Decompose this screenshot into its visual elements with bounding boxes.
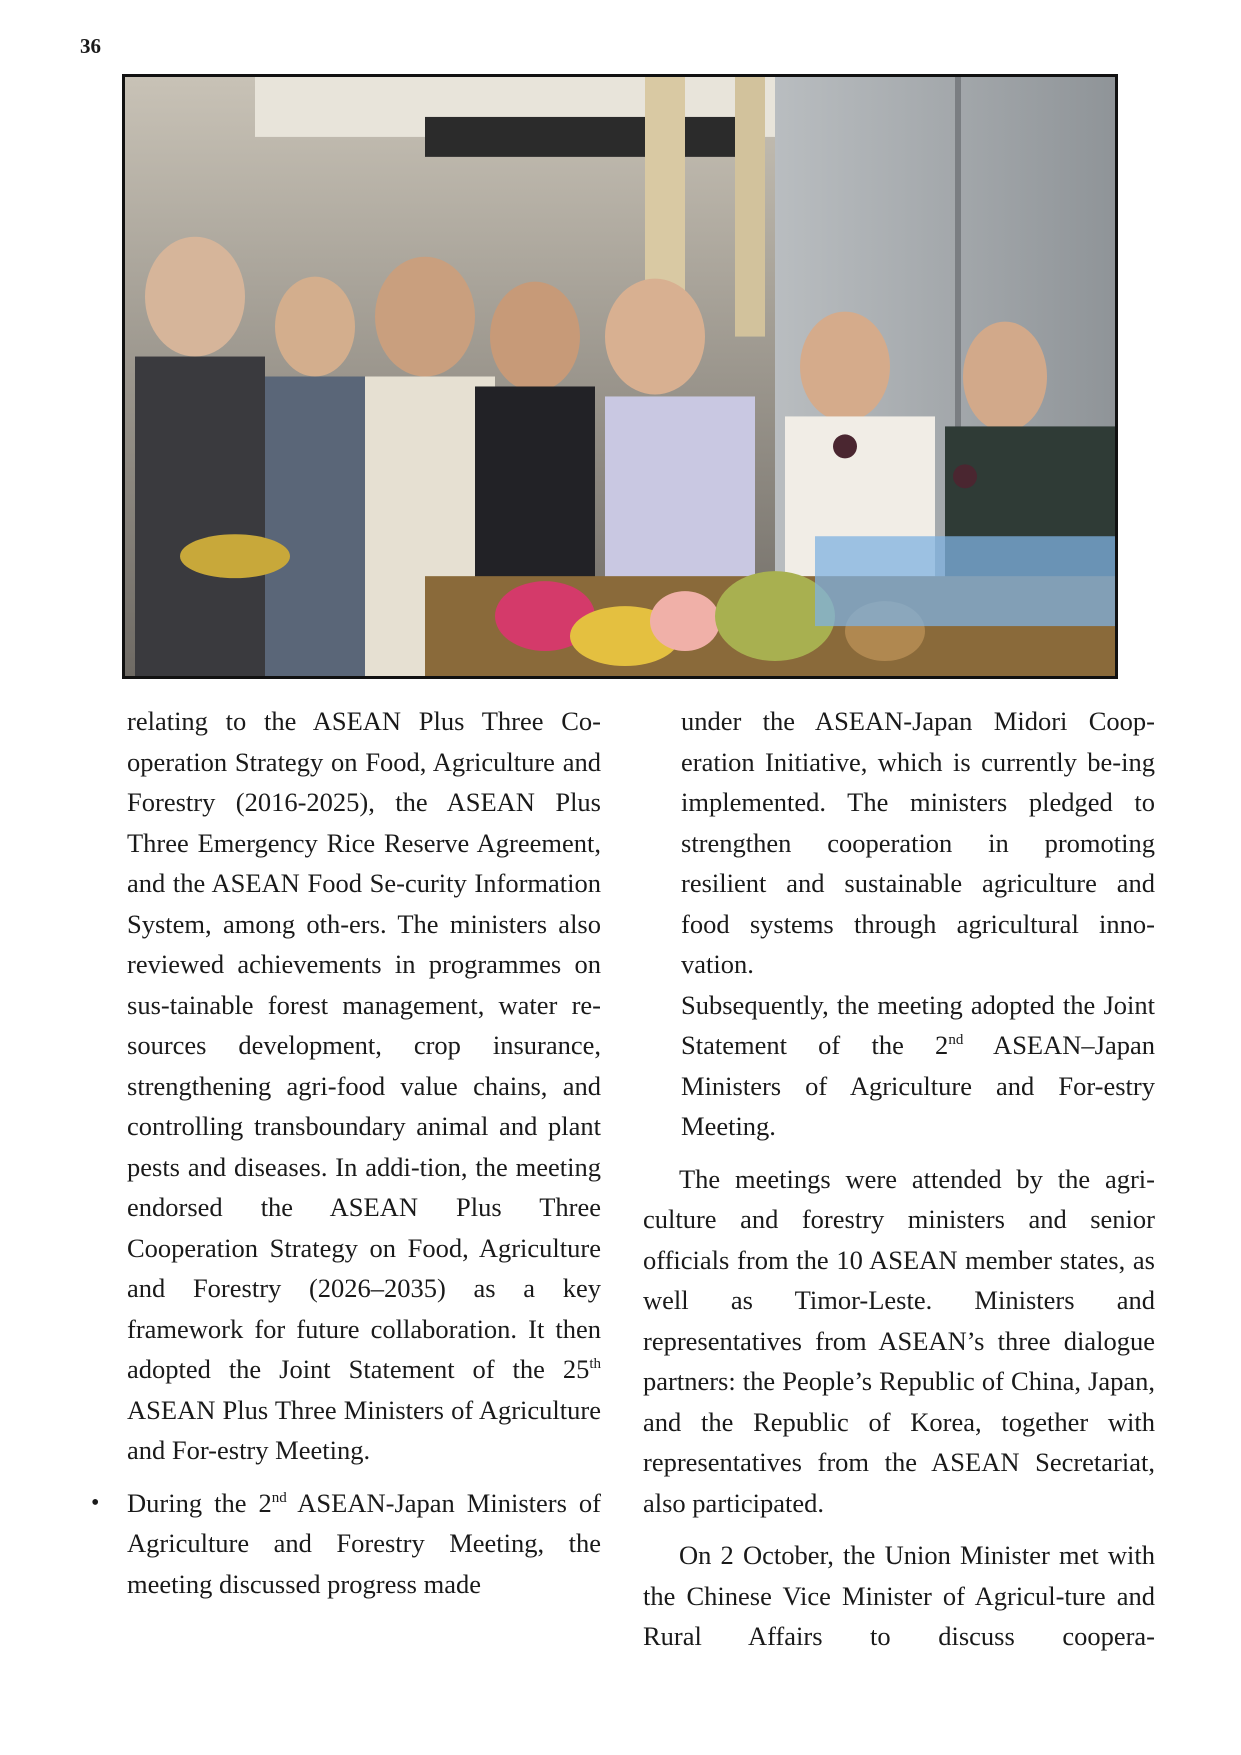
bullet-icon: • [91, 1489, 100, 1516]
superscript: nd [271, 1489, 287, 1506]
bullet-continuation [643, 701, 1155, 1147]
subsequently-text-pre: Subsequently, the meeting adopted the Joint Statement of the 2 [681, 989, 1155, 1060]
left-paragraph-tail: ASEAN Plus Three Ministers of Agriculture and For-estry Meeting. [127, 1394, 601, 1465]
continuation-paragraph: under the ASEAN-Japan Midori Coop-eration Initiative, which is currently be-ing implemented. The ministers pledged to strengthen cooperation in promoting resilient and sustainable agriculture and food systems through agricultural inno-vation. [681, 706, 1155, 979]
superscript: nd [948, 1032, 964, 1049]
event-photo [122, 74, 1118, 679]
bullet-item [91, 1483, 601, 1605]
bullet-text-post: ASEAN-Japan Ministers of Agriculture and Forestry Meeting, the meeting discussed progress made [127, 1487, 601, 1599]
page-number: 36 [80, 34, 101, 58]
left-paragraph [127, 701, 601, 1471]
bullet-text-pre: During the 2 [127, 1487, 272, 1518]
right-column [643, 701, 1155, 1657]
attendance-paragraph: The meetings were attended by the agri-culture and forestry ministers and senior officials from the 10 ASEAN member states, as well as Timor-Leste. Ministers and representatives from ASEAN’s three dialogue partners: the People’s Republic of China, Japan, and the Republic of Korea, together with representatives from the ASEAN Secretariat, also participated. [643, 1163, 1155, 1518]
left-paragraph-text: relating to the ASEAN Plus Three Co-operation Strategy on Food, Agriculture and Forestry (2016-2025), the ASEAN Plus Three Emergency Rice Reserve Agreement, and the ASEAN Food Se-curity Information System, among oth-ers. The ministers also reviewed achievements in programmes on sus-tainable forest management, water re-sources development, crop insurance, strengthening agri-food value chains, and controlling transboundary animal and plant pests and diseases. In addi-tion, the meeting endorsed the ASEAN Plus Three Cooperation Strategy on Food, Agriculture and Forestry (2026–2035) as a key framework for future collaboration. It then adopted the Joint Statement of the 25 [127, 706, 601, 1384]
superscript: th [589, 1356, 601, 1373]
left-column [91, 701, 601, 1604]
october-paragraph: On 2 October, the Union Minister met with the Chinese Vice Minister of Agricul-ture and Rural Affairs to discuss coopera- [643, 1540, 1155, 1651]
subsequently-paragraph [681, 985, 1155, 1147]
subsequently-text-post: ASEAN–Japan Ministers of Agriculture and For-estry Meeting. [681, 1030, 1155, 1141]
photo-scene [125, 77, 1115, 676]
